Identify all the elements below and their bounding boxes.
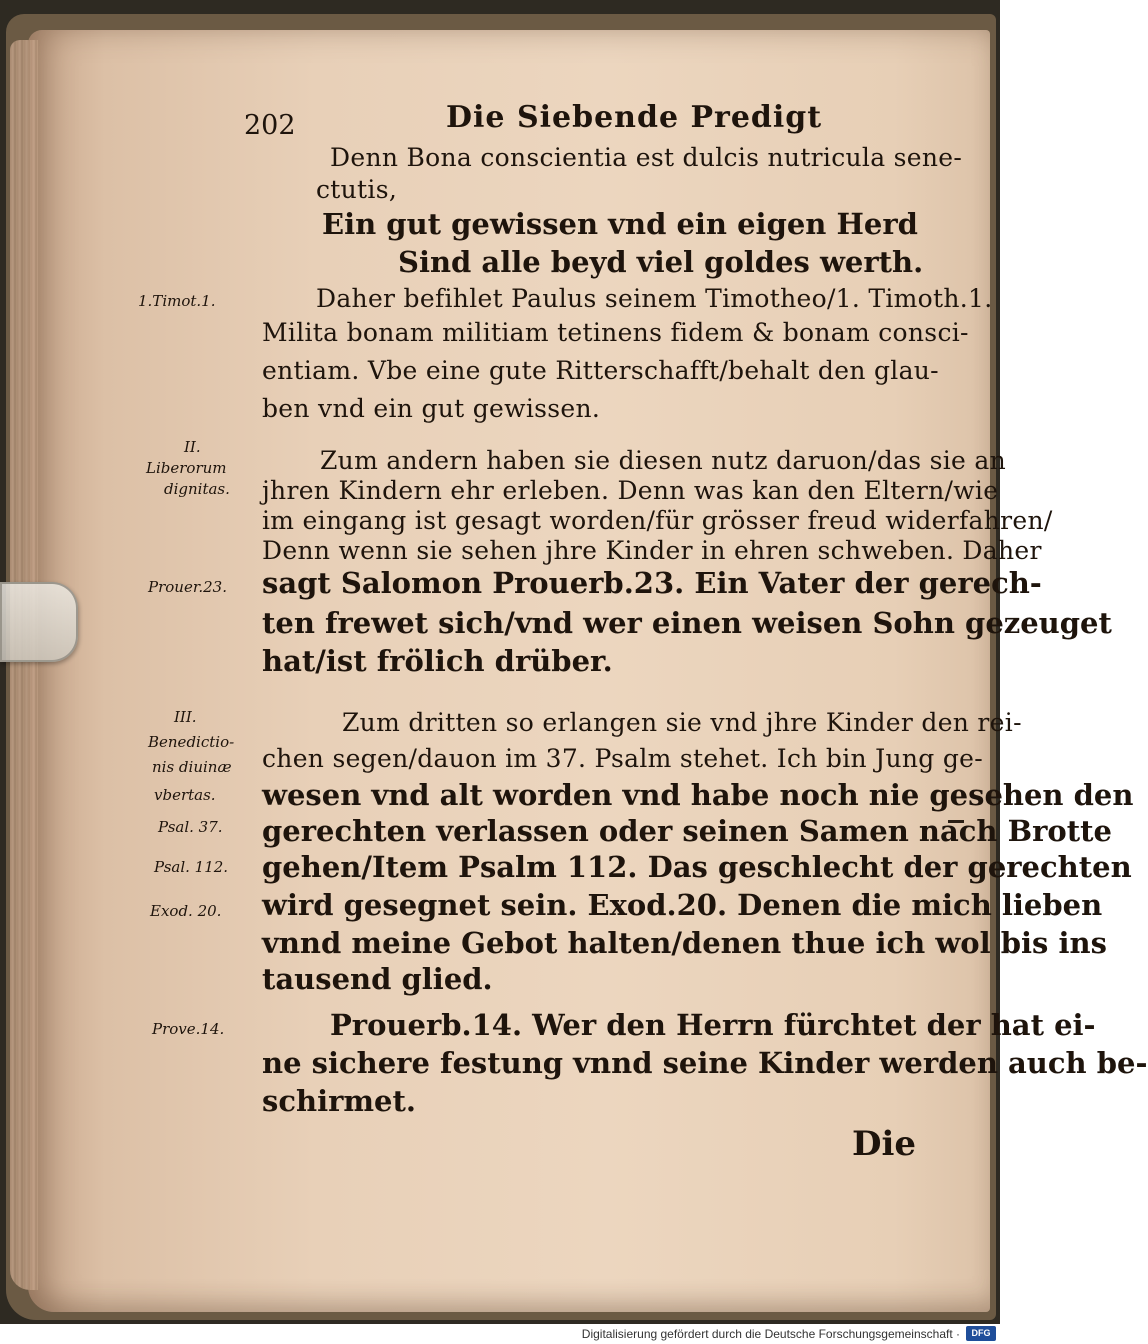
- text-line: Prouerb.14. Wer den Herrn fürchtet der hat ei-: [330, 1008, 1096, 1042]
- margin-note: Prove.14.: [152, 1020, 225, 1038]
- text-line: tausend glied.: [262, 962, 493, 996]
- footer-bar: [0, 1324, 1000, 1344]
- verse-line: Sind alle beyd viel goldes werth.: [398, 245, 924, 279]
- text-line: ctutis,: [316, 175, 398, 204]
- text-line: wesen vnd alt worden vnd habe noch nie gesehen den: [262, 778, 1134, 812]
- catchword: Die: [852, 1124, 917, 1164]
- page-edge-strips: [10, 40, 38, 1290]
- margin-note: Exod. 20.: [150, 902, 222, 920]
- margin-note: Psal. 112.: [154, 858, 229, 876]
- margin-note: Benedictio-: [148, 733, 235, 751]
- margin-note: Psal. 37.: [158, 818, 223, 836]
- margin-note: vbertas.: [154, 786, 216, 804]
- verse-line: Ein gut gewissen vnd ein eigen Herd: [322, 207, 918, 241]
- funding-credit: Digitalisierung gefördert durch die Deutsche Forschungsgemeinschaft ·: [581, 1327, 960, 1341]
- text-line: ten frewet sich/vnd wer einen weisen Sohn gezeuget: [262, 606, 1112, 640]
- text-line: Denn wenn sie sehen jhre Kinder in ehren schweben. Daher: [262, 536, 1042, 565]
- text-line: ne sichere festung vnnd seine Kinder werden auch be-: [262, 1046, 1148, 1080]
- text-line: Zum dritten so erlangen sie vnd jhre Kinder den rei-: [342, 708, 1022, 737]
- margin-note: Liberorum: [146, 459, 227, 477]
- text-line: ben vnd ein gut gewissen.: [262, 394, 601, 423]
- margin-note: Prouer.23.: [148, 578, 227, 596]
- margin-note: nis diuinæ: [152, 758, 232, 776]
- text-line: entiam. Vbe eine gute Ritterschafft/behalt den glau-: [262, 356, 939, 385]
- margin-note: dignitas.: [164, 480, 230, 498]
- text-line: vnnd meine Gebot halten/denen thue ich wol bis ins: [262, 926, 1107, 960]
- text-line: hat/ist frölich drüber.: [262, 644, 613, 678]
- text-line: Zum andern haben sie diesen nutz daruon/das sie an: [320, 446, 1006, 475]
- margin-note: III.: [174, 708, 197, 726]
- text-line: gerechten verlassen oder seinen Samen nach Brotte: [262, 814, 1112, 848]
- text-line: Daher befihlet Paulus seinem Timotheo/1. Timoth.1.: [316, 284, 993, 313]
- text-line: im eingang ist gesagt worden/für grösser freud widerfahren/: [262, 506, 1053, 535]
- text-line: chen segen/dauon im 37. Psalm stehet. Ich bin Jung ge-: [262, 744, 983, 773]
- dfg-logo-icon: DFG: [966, 1326, 996, 1341]
- text-line: wird gesegnet sein. Exod.20. Denen die mich lieben: [262, 888, 1103, 922]
- text-line: schirmet.: [262, 1084, 416, 1118]
- text-line: Denn Bona conscientia est dulcis nutricula sene-: [330, 143, 963, 172]
- text-line: jhren Kindern ehr erleben. Denn was kan den Eltern/wie: [262, 476, 999, 505]
- text-line: Milita bonam militiam tetinens fidem & bonam consci-: [262, 318, 969, 347]
- margin-note: II.: [184, 438, 201, 456]
- text-line: gehen/Item Psalm 112. Das geschlecht der gerechten: [262, 850, 1132, 884]
- margin-note: 1.Timot.1.: [138, 292, 216, 310]
- page-number: 202: [244, 110, 296, 141]
- plastic-page-clip: [0, 582, 78, 662]
- text-line: sagt Salomon Prouerb.23. Ein Vater der gerech-: [262, 566, 1042, 600]
- running-title: Die Siebende Predigt: [446, 100, 823, 135]
